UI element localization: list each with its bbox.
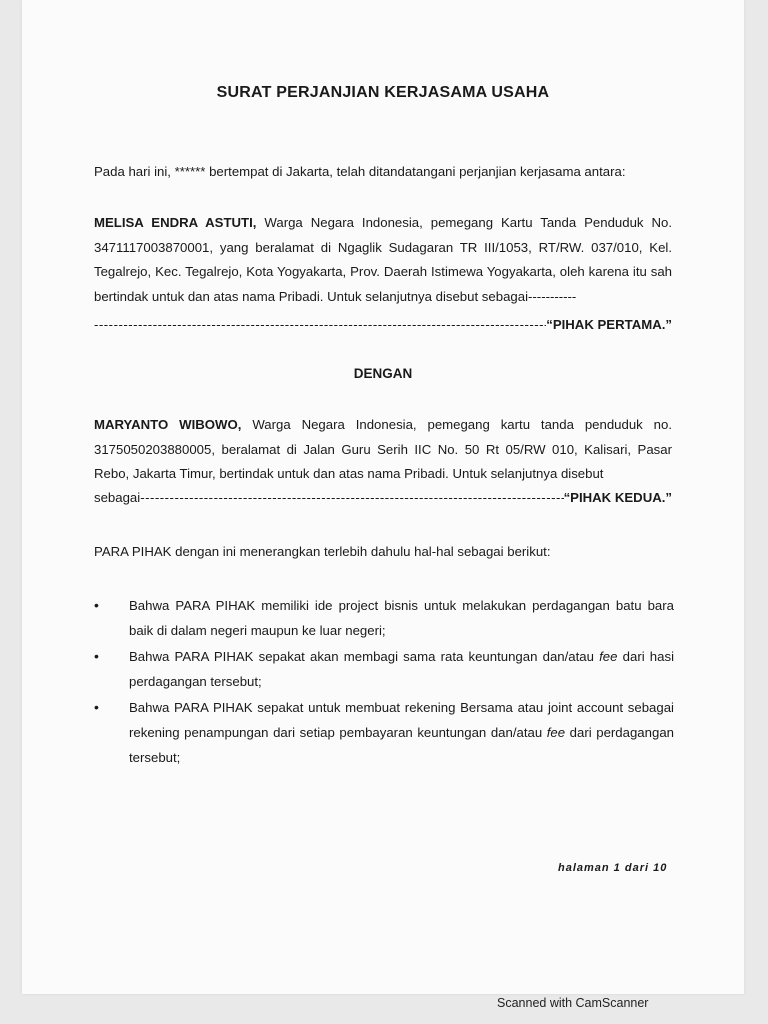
party-one-label: “PIHAK PERTAMA.” [546, 317, 672, 332]
party-two-lead: sebagai [94, 490, 141, 505]
party-two-body: Warga Negara Indonesia, pemegang kartu tanda penduduk no. 3175050203880005, beralamat di Jalan Guru Serih IIC No. 50 Rt 05/RW 010, Kalisari, Pasar Rebo, Jakarta Timur, bertindak untuk dan atas nama Pribadi. Untuk selanjutnya disebut [94, 417, 672, 481]
intro-paragraph: Pada hari ini, ****** bertempat di Jakarta, telah ditandatangani perjanjian kerjasama antara: [94, 164, 626, 179]
list-item [92, 644, 674, 694]
connector-heading: DENGAN [353, 366, 413, 381]
document-title: SURAT PERJANJIAN KERJASAMA USAHA [216, 84, 550, 101]
list-item-text: Bahwa PARA PIHAK sepakat untuk membuat rekening Bersama atau joint account sebagai rekening penampungan dari setiap pembayaran keuntungan dan/atau [129, 700, 674, 740]
list-item-text-end: dari perdagangan tersebut; [129, 725, 674, 765]
party-two-paragraph [94, 413, 672, 487]
list-item-text-end: dari hasi perdagangan tersebut; [129, 649, 675, 689]
list-item-text: Bahwa PARA PIHAK sepakat akan membagi sama rata keuntungan dan/atau [129, 649, 600, 664]
party-one-name: MELISA ENDRA ASTUTI, [94, 215, 257, 230]
dash-filler [140, 486, 563, 511]
fee-term: fee [546, 725, 566, 740]
party-one-paragraph [94, 211, 672, 309]
party-one-body: Warga Negara Indonesia, pemegang Kartu Tanda Penduduk No. 3471117003870001, yang beralamat di Ngaglik Sudagaran TR III/1053, RT/RW. 037/010, Kel. Tegalrejo, Kec. Tegalrejo, Kota Yogyakarta, Prov. Daerah Istimewa Yogyakarta, oleh karena itu sah bertindak untuk dan atas nama Pribadi. Untuk selanjutnya disebut sebagai [94, 215, 673, 304]
party-two-label: “PIHAK KEDUA.” [563, 490, 672, 505]
party-one-label-line [94, 313, 672, 338]
document-page [22, 0, 744, 994]
fee-term: fee [599, 649, 618, 664]
bullet-icon: • [94, 648, 99, 664]
recital-list [92, 593, 674, 771]
party-two-label-line [94, 486, 672, 511]
page-number: halaman 1 dari 10 [558, 862, 668, 874]
dash-filler: ----------- [528, 288, 577, 304]
list-item [92, 695, 674, 770]
party-two-name: MARYANTO WIBOWO, [94, 417, 242, 432]
scanner-watermark: Scanned with CamScanner [497, 996, 649, 1010]
list-item [92, 593, 674, 643]
list-item-text: Bahwa PARA PIHAK memiliki ide project bisnis untuk melakukan perdagangan batu bara baik di dalam negeri maupun ke luar negeri; [129, 598, 674, 638]
recital-intro: PARA PIHAK dengan ini menerangkan terlebih dahulu hal-hal sebagai berikut: [94, 544, 551, 559]
dash-filler [94, 313, 546, 338]
bullet-icon: • [94, 597, 99, 613]
bullet-icon: • [94, 699, 99, 715]
